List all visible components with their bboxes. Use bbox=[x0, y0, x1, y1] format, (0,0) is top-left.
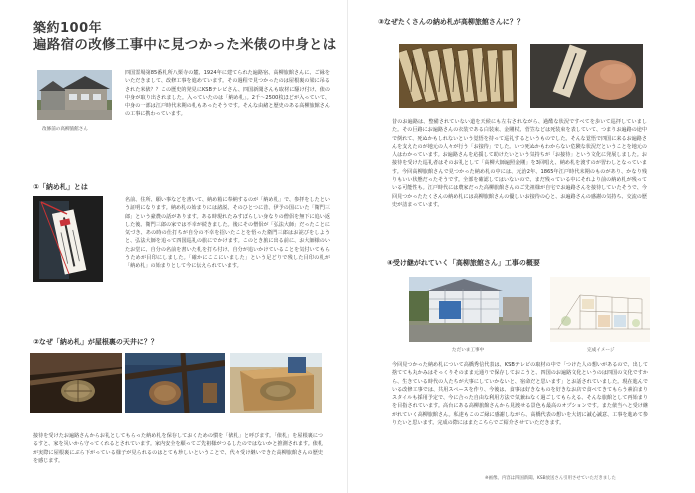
inn-before-photo bbox=[37, 70, 112, 120]
section4-heading: ④受け継がれていく「高柳旅館さん」工事の概要 bbox=[387, 259, 540, 267]
intro-text: 四国霊場第85番札所八栗寺の麓、1924年に建てられた遍路宿、高柳旅館さんに、ご縁をいただきまして、改修工事を進めています。その過程で見つかったのは屋根裏の梁に吊るされた米俵？？この歴史的発見にKSBテレビさん、四国新聞さんも取材に駆け付け、俵の中身が取り出されました。入っていたのは「納め札」。2千〜2500枚ほどが入っていて、中身の一部は江戸時代末期の札もあったそうです。そんな由緒と歴史のある高柳旅館さんの工事に携わっています。 bbox=[125, 70, 330, 118]
section1-heading: ①「納め札」とは bbox=[33, 183, 88, 191]
title-line1: 築約100年 bbox=[33, 21, 103, 36]
completion-caption: 完成イメージ bbox=[587, 348, 615, 353]
section3-heading: ③なぜたくさんの納め札が高柳旅館さんに？？ bbox=[378, 18, 524, 26]
section3-text: 昔のお遍路は、整備されていない道を天候にも左右されながら、過酷な状況ですべてを歩いて巡拝していました。その巨路にお遍路さんの衣装である白装束、金剛杖、菅笠などは死装束を表していて、つまりお遍路の途中で倒れて、死ぬかもしれないという覚悟を持って巡礼するというものでした。そんな覚悟で四国に来るお遍路さんを支えたのが地元の人々が行う「お接待」でした。いつ死ぬかもわからない危険な状況だということを地元の人はわかっています。お遍路さんを応援して助けたいという気持ちが「お接待」という文化に発展しました。お接待を受けた巡礼者はそのお礼として「高柳大師遍照金剛」を3回唱え、納め札を渡すのが習わしとなっています。今回高柳旅館さんで見つかった納め札の中には、元治2年、1865年江戸時代末期のものがあり、かなり残りもいい状態だったそうです。全部を確認してはいないので、まだ残っている中にそれより前の納め札が残っている可能性も。江戸時代には農家だった高柳旅館さんのご先祖様が自宅でお遍路さんを接待していたそうで、今回見つかったたくさんの納め札には高柳旅館さんの優しいお接待の心と、お遍路さんの感謝の気持ち、交流の歴史が詰まっています。 bbox=[392, 119, 647, 208]
tawara-box-photo bbox=[230, 353, 322, 413]
fuda-bundle-photo bbox=[399, 44, 517, 108]
attic-photo-2 bbox=[125, 353, 225, 413]
page-title: 遍路宿の改修工事中に見つかった米俵の中身とは bbox=[33, 37, 337, 53]
page-divider bbox=[347, 0, 348, 493]
inn-before-caption: 改修前の高柳旅館さん bbox=[42, 127, 88, 132]
section4-text: 今回見つかった納め札について高橋秀信代表は、KSBテレビの取材の中で「つけた人の想いがあるので、出して捨てても丸かみはそっくりそのまま元通りで保存しておこうと、四国のお遍路文化というのは四国の文化ですから、生きている時代の人たちが大事にしていかないと、宿命だと思います」とお話されていました。現在進んでいる改修工事では、共用スペースを作り、今後は、食事は好きなものを好きなお店で食べてきてもらう素泊まりスタイルも採用予定で、今に合った自由な利用方法で気兼ねなく過ごしてもらえる、そんな旅館として再始まりを目指されています。高台にある高柳旅館さんから見渡せる景色も最高のオプションです。また俵当へと受け継がれていく高柳旅館さん。私達もこのご縁に感謝しながら、高橋代表の想いを大切に誠心誠意、工事を進めて参りたいと思います。完成の際にはまたこちらでご紹介させていただきます。 bbox=[392, 362, 648, 427]
construction-photo bbox=[409, 277, 532, 342]
osamefuda-photo bbox=[33, 196, 103, 282]
attic-photo-1 bbox=[30, 353, 122, 413]
section1-text: 名前、住所、願い事などを書いて、納め箱に奉納するのが「納め札」で、参拝をしたという証明になります。納め札の始まりには諸説、そのひとつに昔、伊予の国にいた「衛門三郎」という豪農の話があります。ある時現れたみすぼらしい身なりの僧侶を無下に追い返した後、衛門三郎の家では不幸が続きました。後にその僧侶が「弘法大師」だったことに気づき、あの時の仕打ちが自分の不幸を招いたことを悟った衛門三郎はお詫びをしようと、弘法大師を追って四国巡礼の旅にでかけます。このとき旅に出る前に、お大師様のいたお堂に、自分の名前を書いた札を打ち付け、自分が追いかけていることを気付いてもらうためが目印にしました。「確かにここにいました」という足どりで残した目印の札が「納め札」の始まりとして今に伝えられています。 bbox=[125, 197, 330, 270]
section2-text: 接待を受けたお遍路さんからお礼としてもらった納め札を保存しておくための慣を「俵札」と呼びます。「俵札」を屋根裏につるすと、家を災いから守ってくれるとされています。家内安全を願ってご先祖様がつるしたのではないかと推測されます。俵札が実際に屋根裏にぶら下がっている様子が見られるのはとても珍しいということで、代々受け継いできた高柳旅館さんの歴史を感じます。 bbox=[33, 433, 323, 464]
construction-caption: ただいま工事中 bbox=[452, 348, 485, 353]
footnote: ※画像、内容は四国新聞、KSB放送さん引用させていただきました bbox=[485, 476, 616, 481]
fuda-single-photo bbox=[530, 44, 643, 108]
section2-heading: ②なぜ「納め札」が屋根裏の天井に？？ bbox=[33, 338, 158, 346]
completion-sketch bbox=[550, 277, 650, 342]
